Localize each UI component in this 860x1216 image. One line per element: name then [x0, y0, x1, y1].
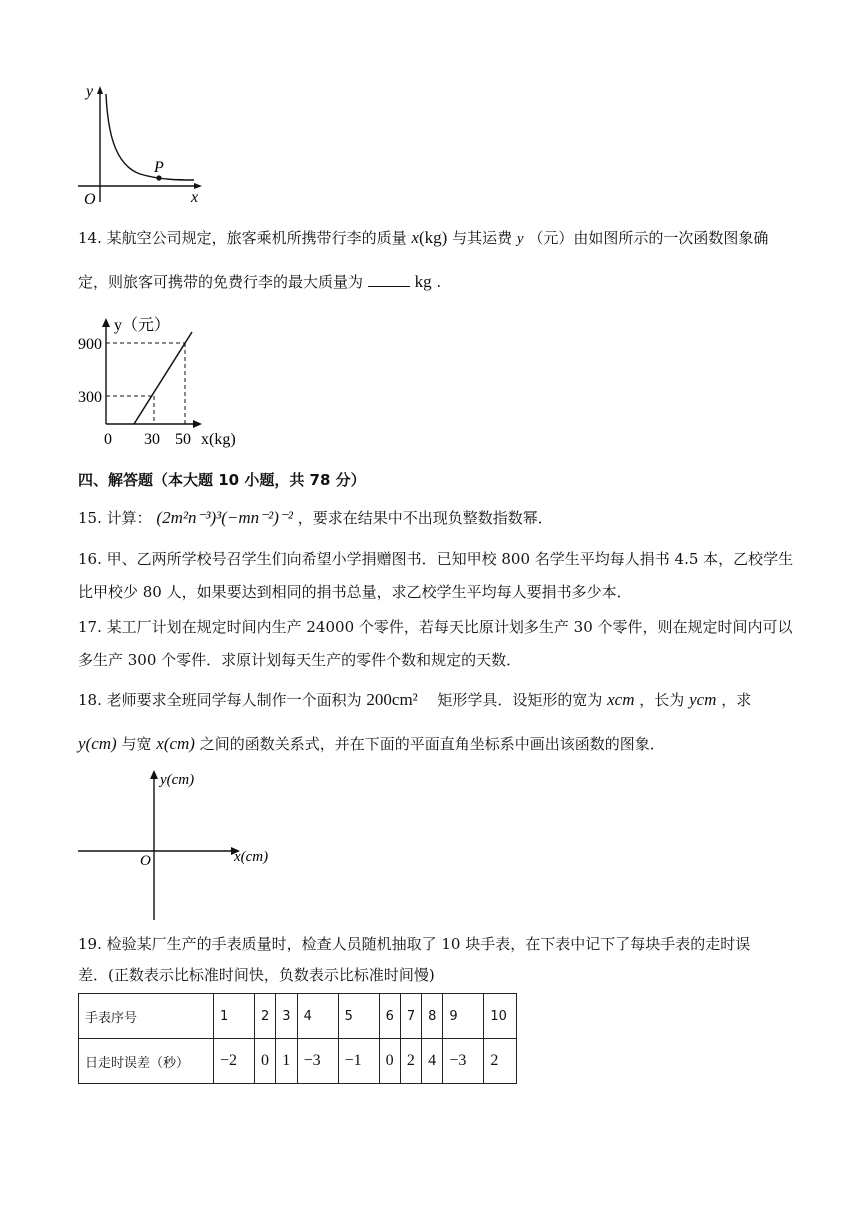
- q14-text-c: （元）由如图所示的一次函数图象确: [528, 229, 769, 247]
- q14-y-axis-label: y（元）: [114, 317, 171, 334]
- q16-line2: 比甲校少 80 人，如果要达到相同的捐书总量，求乙校学生平均每人要捐书多少本．: [78, 583, 632, 601]
- q18-axis-origin: O: [140, 853, 151, 869]
- q14-line1: 14. 某航空公司规定，旅客乘机所携带行李的质量 x(kg) 与其运费 y （元）由如图所示的一次函数图象确: [78, 228, 769, 247]
- q14-x-axis-label: x(kg): [201, 431, 236, 448]
- table-cell: −3: [297, 1039, 338, 1084]
- graph13-y-label: y: [86, 83, 94, 100]
- q18-axis-y-label: y(cm): [160, 772, 195, 788]
- q14-x-tick-0: 0: [104, 431, 112, 448]
- q17-line1: 17. 某工厂计划在规定时间内生产 24000 个零件，若每天比原计划多生产 30 个零件，则在规定时间内可以: [78, 618, 793, 636]
- table-row: [79, 994, 517, 1039]
- q14-line2: 定，则旅客可携带的免费行李的最大质量为 kg .: [78, 272, 442, 291]
- table-cell: −3: [443, 1039, 484, 1084]
- table-row-header: 手表序号: [79, 994, 214, 1039]
- graph13-origin: O: [84, 191, 96, 208]
- inverse-function-graph: [70, 80, 210, 210]
- q18-text-d: ，求: [721, 691, 752, 709]
- q14-text-d: 定，则旅客可携带的免费行李的最大质量为: [78, 273, 364, 291]
- q14-y-tick-900: 900: [78, 336, 102, 353]
- table-cell: 8: [422, 994, 443, 1039]
- q14-text-a: 某航空公司规定，旅客乘机所携带行李的质量: [106, 229, 407, 247]
- q18-width: xcm: [607, 690, 635, 709]
- q18-line1: [78, 690, 751, 710]
- cost-line: [134, 332, 192, 424]
- q18-text-e: 与宽: [121, 735, 152, 753]
- table-row: [79, 1039, 517, 1084]
- q14-y-tick-300: 300: [78, 389, 102, 406]
- q18-line2: [78, 734, 665, 754]
- q18-axis-x-label: x(cm): [234, 849, 269, 865]
- q14-unit-kg: kg: [424, 228, 442, 247]
- table-cell: −2: [214, 1039, 255, 1084]
- q14-var-y: y: [516, 231, 524, 247]
- table-cell: 7: [400, 994, 421, 1039]
- section-title: 四、解答题（本大题 10 小题，共 78 分）: [78, 471, 366, 489]
- q15-tail: ，要求在结果中不出现负整数指数幂．: [297, 509, 553, 527]
- q15-expression: (2m²n⁻³)³(−mn⁻²)⁻²: [156, 508, 293, 527]
- q14-unit: kg: [414, 272, 432, 291]
- q18-text-a: 18. 老师要求全班同学每人制作一个面积为: [78, 691, 362, 709]
- q15-number: 15. 计算：: [78, 509, 152, 527]
- q18-text-b: 矩形学具．设矩形的宽为: [437, 691, 603, 709]
- table-cell: 0: [379, 1039, 400, 1084]
- table-row-header: 日走时误差（秒）: [79, 1039, 214, 1084]
- table-cell: 1: [214, 994, 255, 1039]
- q14-var-x: x: [411, 228, 419, 247]
- q14-number: 14.: [78, 229, 102, 247]
- q15-line: [78, 508, 553, 528]
- table-cell: 2: [400, 1039, 421, 1084]
- q14-x-tick-50: 50: [175, 431, 191, 448]
- graph13-x-label: x: [191, 189, 199, 206]
- table-cell: 4: [422, 1039, 443, 1084]
- q18-x-cm: x(cm): [156, 734, 195, 753]
- q18-area: 200cm²: [366, 690, 418, 709]
- point-p: [156, 175, 161, 180]
- watch-error-table: [78, 993, 517, 1084]
- q19-line1: 19. 检验某厂生产的手表质量时，检查人员随机抽取了 10 块手表，在下表中记下了每块手表的走时误: [78, 935, 751, 953]
- q17-line2: 多生产 300 个零件．求原计划每天生产的零件个数和规定的天数．: [78, 651, 522, 669]
- table-cell: 4: [297, 994, 338, 1039]
- blank-coordinate-system: [74, 768, 294, 928]
- q18-y-cm: y(cm): [78, 734, 117, 753]
- table-cell: 0: [255, 1039, 276, 1084]
- table-cell: 6: [379, 994, 400, 1039]
- q19-line2: 差．(正数表示比标准时间快，负数表示比标准时间慢): [78, 966, 435, 984]
- q14-x-tick-30: 30: [144, 431, 160, 448]
- table-cell: 3: [276, 994, 297, 1039]
- table-cell: 2: [484, 1039, 517, 1084]
- table-cell: 10: [484, 994, 517, 1039]
- graph13-point-label: P: [154, 159, 164, 176]
- table-cell: −1: [338, 1039, 379, 1084]
- freight-cost-graph: [74, 312, 254, 452]
- q16-line1: 16. 甲、乙两所学校号召学生们向希望小学捐赠图书．已知甲校 800 名学生平均每人捐书 4.5 本，乙校学生: [78, 550, 794, 568]
- q18-text-f: 之间的函数关系式，并在下面的平面直角坐标系中画出该函数的图象．: [199, 735, 665, 753]
- table-cell: 9: [443, 994, 484, 1039]
- q18-text-c: ，长为: [639, 691, 685, 709]
- table-cell: 2: [255, 994, 276, 1039]
- q18-length: ycm: [689, 690, 717, 709]
- q14-answer-blank: [368, 272, 410, 287]
- table-cell: 5: [338, 994, 379, 1039]
- q14-text-b: 与其运费: [452, 229, 513, 247]
- table-cell: 1: [276, 1039, 297, 1084]
